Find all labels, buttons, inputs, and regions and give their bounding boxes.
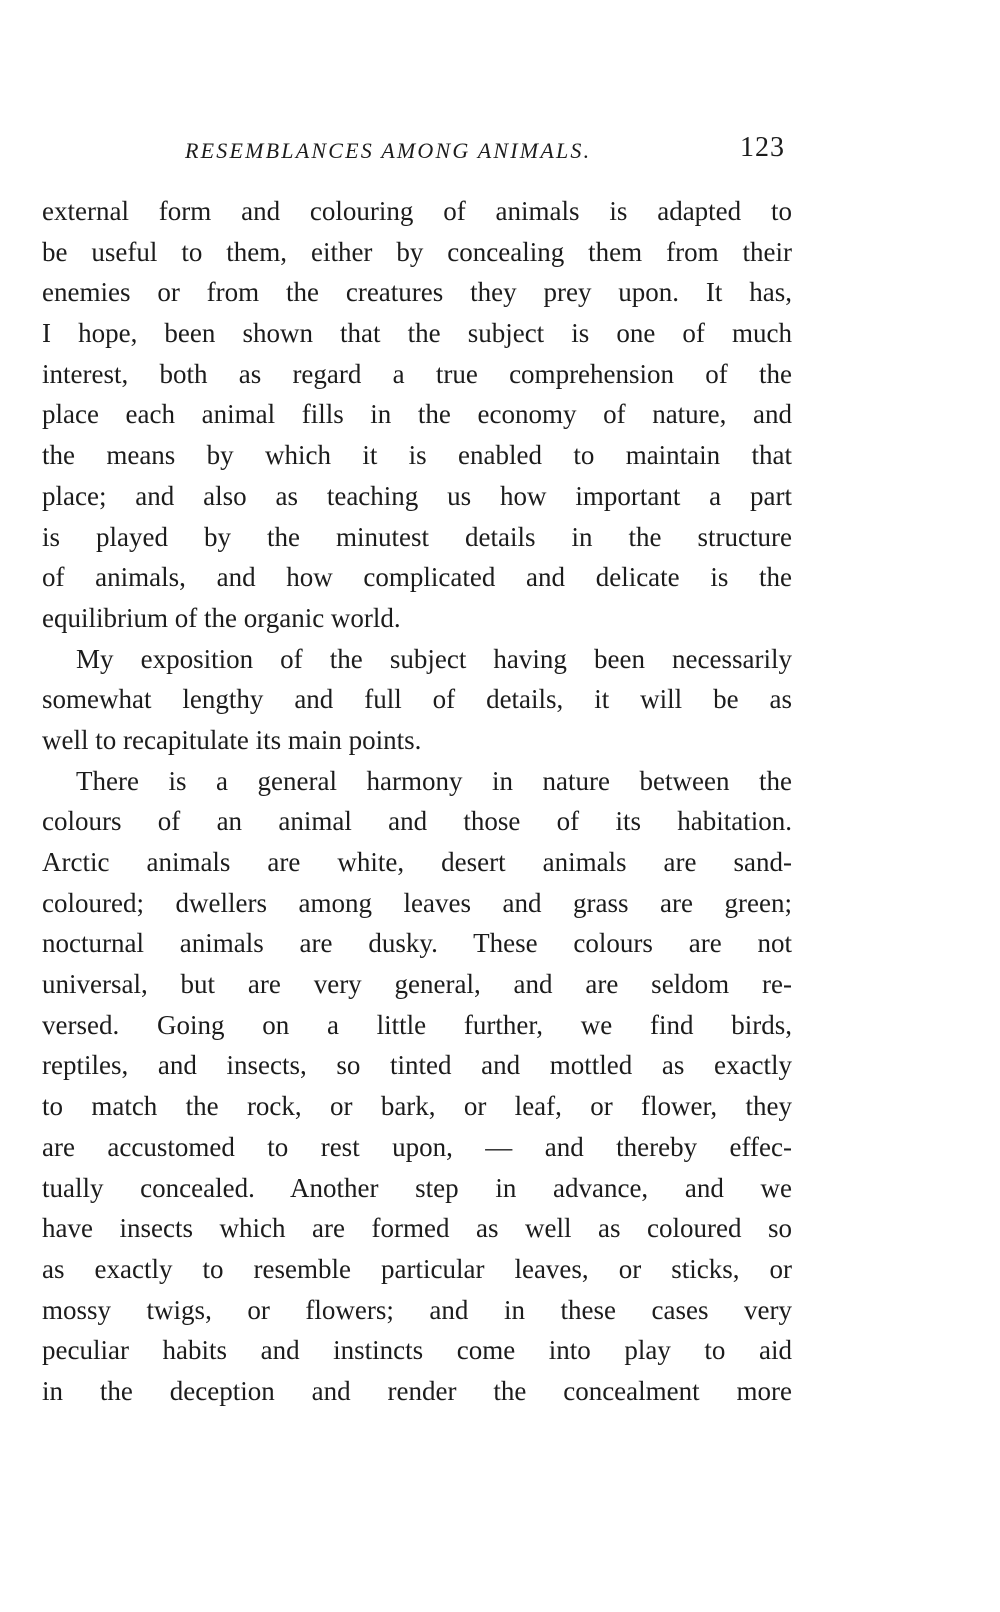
text-line: be useful to them, either by concealing them from their xyxy=(42,236,792,267)
paragraph-end-line: equilibrium of the organic world. xyxy=(42,602,401,633)
paragraph-start-line: My exposition of the subject having been necessarily xyxy=(76,643,792,674)
text-line: colours of an animal and those of its habitation. xyxy=(42,806,792,837)
running-head xyxy=(185,128,785,168)
text-line: peculiar habits and instincts come into play to aid xyxy=(42,1335,792,1366)
text-line: versed. Going on a little further, we find birds, xyxy=(42,1009,792,1040)
text-line: I hope, been shown that the subject is one of much xyxy=(42,318,792,349)
text-line: Arctic animals are white, desert animals are sand- xyxy=(42,847,792,877)
text-line: universal, but are very general, and are seldom re- xyxy=(42,969,792,1000)
text-line: interest, both as regard a true comprehension of the xyxy=(42,358,792,389)
text-line: are accustomed to rest upon, — and thereby effec- xyxy=(42,1131,792,1162)
text-line: place; and also as teaching us how important a part xyxy=(42,480,792,511)
text-line: have insects which are formed as well as coloured so xyxy=(42,1213,792,1244)
text-line: tually concealed. Another step in advance, and we xyxy=(42,1172,792,1203)
text-line: reptiles, and insects, so tinted and mottled as exactly xyxy=(42,1050,792,1081)
body-text xyxy=(42,191,792,1412)
text-line: in the deception and render the concealment more xyxy=(42,1375,792,1406)
text-line: mossy twigs, or flowers; and in these cases very xyxy=(42,1294,792,1325)
text-line: place each animal fills in the economy of nature, and xyxy=(42,399,792,430)
text-line: external form and colouring of animals is adapted to xyxy=(42,196,792,226)
page-number: 123 xyxy=(740,132,785,163)
text-line: as exactly to resemble particular leaves, or sticks, or xyxy=(42,1253,792,1284)
text-line: somewhat lengthy and full of details, it will be as xyxy=(42,684,792,715)
text-line: to match the rock, or bark, or leaf, or flower, they xyxy=(42,1091,792,1122)
text-line: enemies or from the creatures they prey upon. It has, xyxy=(42,277,792,308)
paragraph-end-line: well to recapitulate its main points. xyxy=(42,724,422,755)
running-title: RESEMBLANCES AMONG ANIMALS. xyxy=(185,138,592,163)
text-line: nocturnal animals are dusky. These colours are not xyxy=(42,928,792,959)
text-line: of animals, and how complicated and delicate is the xyxy=(42,562,792,593)
text-line: coloured; dwellers among leaves and grass are green; xyxy=(42,887,792,918)
text-line: the means by which it is enabled to maintain that xyxy=(42,440,792,471)
paragraph-start-line: There is a general harmony in nature between the xyxy=(76,765,792,796)
text-line: is played by the minutest details in the structure xyxy=(42,521,792,552)
